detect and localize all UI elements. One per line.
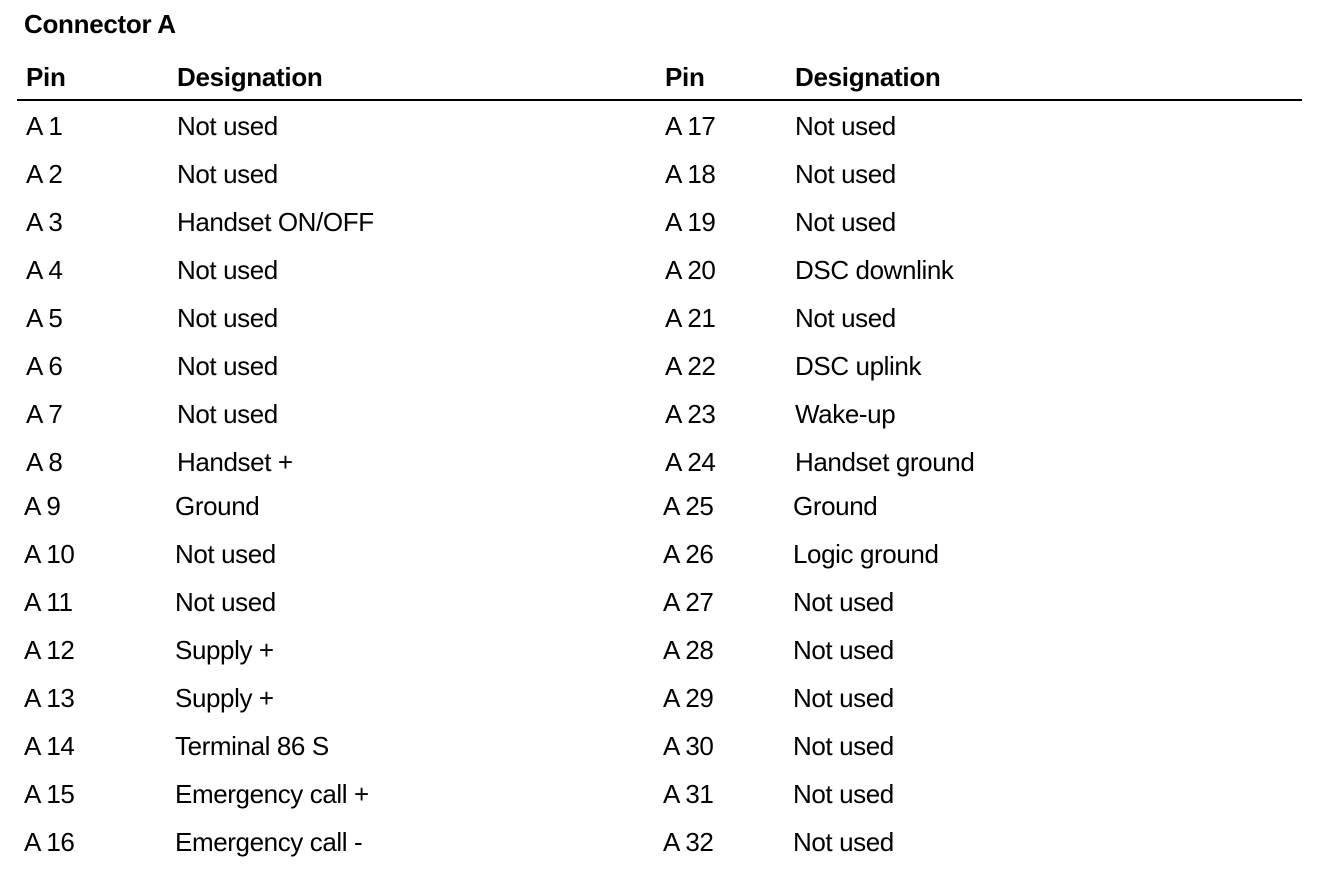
header-pin-right: Pin	[665, 62, 705, 92]
designation-left-cell: Not used	[175, 539, 276, 569]
pin-left-cell: A 15	[24, 779, 75, 809]
pin-right-cell: A 30	[663, 731, 714, 761]
designation-left-cell: Handset ON/OFF	[177, 207, 374, 237]
header-divider	[17, 99, 1302, 101]
designation-right-cell: Wake-up	[795, 399, 896, 429]
pin-left-cell: A 13	[24, 683, 75, 713]
pin-left-cell: A 4	[26, 255, 63, 285]
pin-left-cell: A 16	[24, 827, 75, 857]
designation-right-cell: Not used	[795, 159, 896, 189]
designation-left-cell: Not used	[177, 351, 278, 381]
pin-left-cell: A 8	[26, 447, 63, 477]
designation-right-cell: Logic ground	[793, 539, 939, 569]
pin-left-cell: A 12	[24, 635, 75, 665]
pin-right-cell: A 28	[663, 635, 714, 665]
pin-left-cell: A 2	[26, 159, 63, 189]
pin-right-cell: A 27	[663, 587, 714, 617]
pin-right-cell: A 21	[665, 303, 716, 333]
pin-left-cell: A 6	[26, 351, 63, 381]
designation-left-cell: Supply +	[175, 635, 274, 665]
pin-right-cell: A 22	[665, 351, 716, 381]
designation-right-cell: Not used	[793, 779, 894, 809]
header-designation-left: Designation	[177, 62, 323, 92]
pin-right-cell: A 19	[665, 207, 716, 237]
pin-right-cell: A 32	[663, 827, 714, 857]
pin-right-cell: A 20	[665, 255, 716, 285]
pin-right-cell: A 26	[663, 539, 714, 569]
designation-right-cell: Not used	[793, 587, 894, 617]
header-pin-left: Pin	[26, 62, 66, 92]
designation-left-cell: Not used	[177, 399, 278, 429]
designation-right-cell: Not used	[793, 683, 894, 713]
pin-left-cell: A 5	[26, 303, 63, 333]
pin-left-cell: A 10	[24, 539, 75, 569]
pin-left-cell: A 11	[24, 587, 73, 617]
designation-right-cell: Handset ground	[795, 447, 975, 477]
designation-left-cell: Handset +	[177, 447, 293, 477]
designation-left-cell: Terminal 86 S	[175, 731, 329, 761]
designation-left-cell: Supply +	[175, 683, 274, 713]
designation-right-cell: Not used	[793, 827, 894, 857]
designation-right-cell: Not used	[795, 303, 896, 333]
pin-left-cell: A 3	[26, 207, 63, 237]
designation-left-cell: Ground	[175, 491, 260, 521]
pin-left-cell: A 7	[26, 399, 63, 429]
designation-right-cell: DSC downlink	[795, 255, 954, 285]
designation-right-cell: Not used	[793, 731, 894, 761]
designation-left-cell: Not used	[177, 303, 278, 333]
pin-right-cell: A 25	[663, 491, 714, 521]
designation-right-cell: DSC uplink	[795, 351, 922, 381]
pin-left-cell: A 9	[24, 491, 61, 521]
designation-right-cell: Not used	[793, 635, 894, 665]
designation-left-cell: Not used	[177, 255, 278, 285]
pin-left-cell: A 14	[24, 731, 75, 761]
designation-left-cell: Not used	[177, 111, 278, 141]
pin-right-cell: A 23	[665, 399, 716, 429]
pin-right-cell: A 18	[665, 159, 716, 189]
pin-right-cell: A 17	[665, 111, 716, 141]
designation-right-cell: Not used	[795, 207, 896, 237]
designation-left-cell: Not used	[175, 587, 276, 617]
pin-right-cell: A 24	[665, 447, 716, 477]
pin-right-cell: A 31	[663, 779, 714, 809]
pin-left-cell: A 1	[26, 111, 63, 141]
designation-left-cell: Emergency call +	[175, 779, 369, 809]
designation-left-cell: Emergency call -	[175, 827, 363, 857]
designation-right-cell: Not used	[795, 111, 896, 141]
designation-left-cell: Not used	[177, 159, 278, 189]
header-designation-right: Designation	[795, 62, 941, 92]
pin-right-cell: A 29	[663, 683, 714, 713]
page-title: Connector A	[24, 9, 176, 39]
designation-right-cell: Ground	[793, 491, 878, 521]
